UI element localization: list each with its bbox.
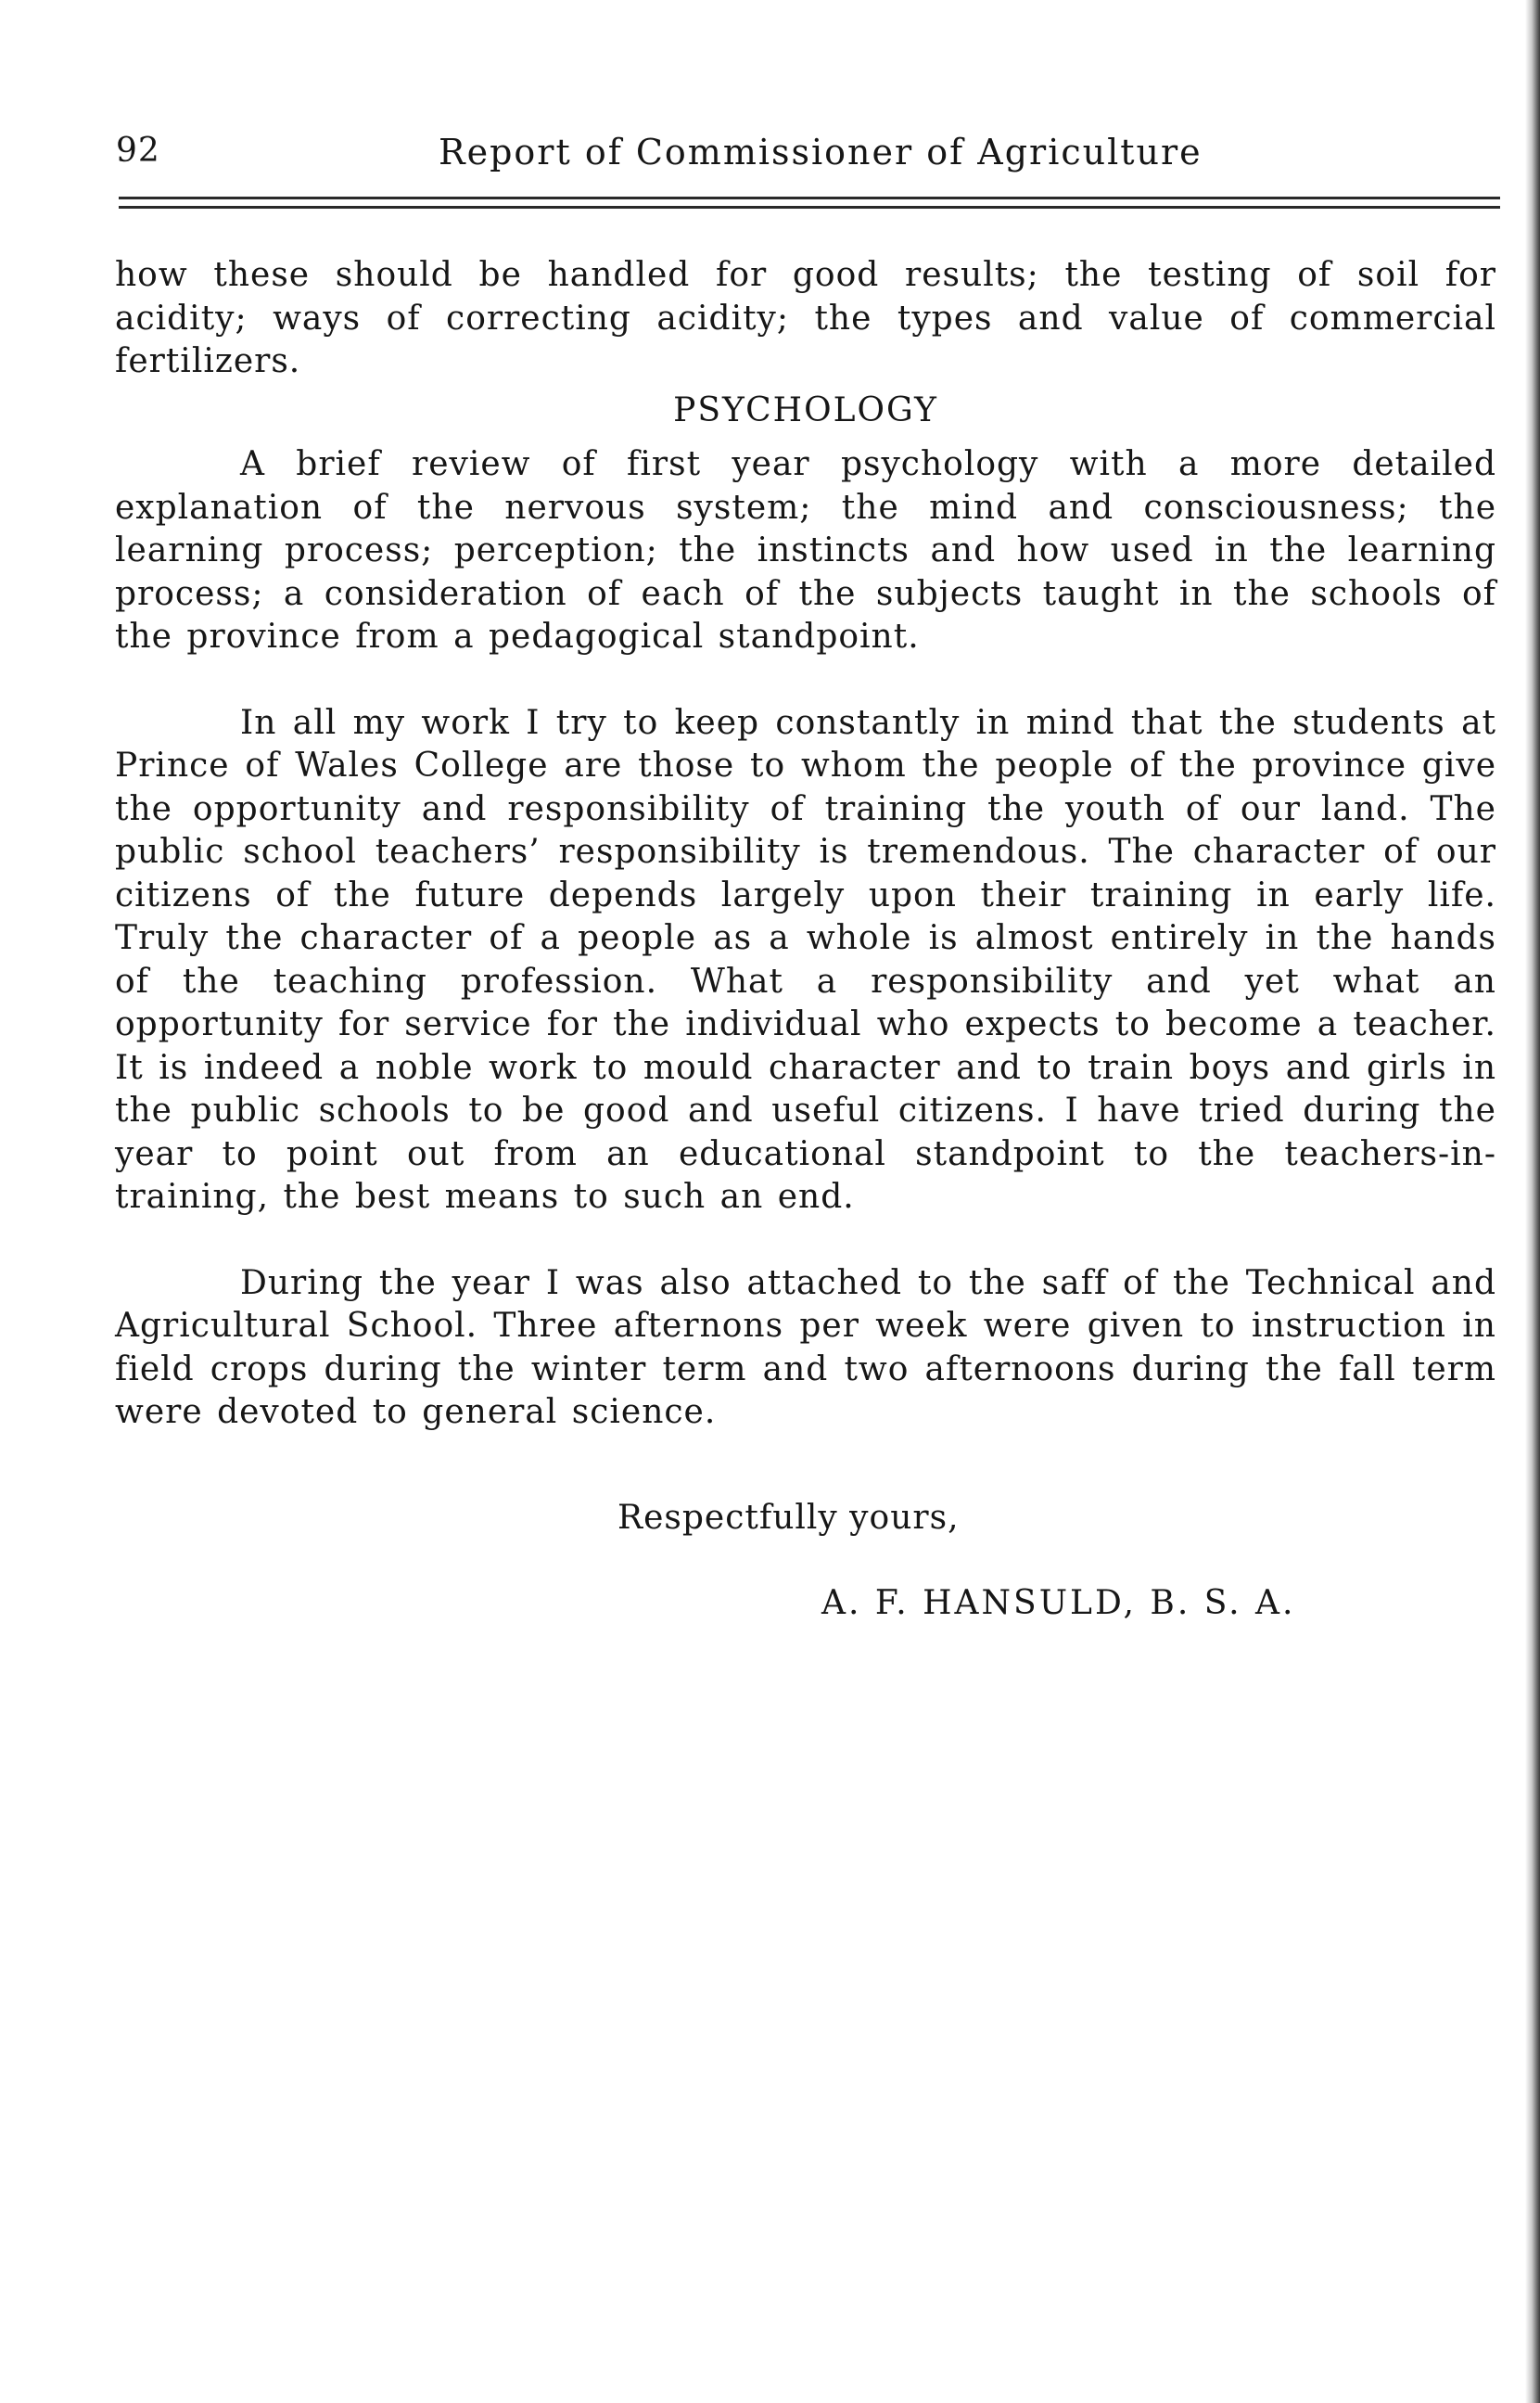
page-edge-shadow — [1525, 0, 1540, 2403]
page-number: 92 — [116, 132, 160, 170]
body-text — [115, 254, 1496, 1435]
header-rule-top — [119, 197, 1500, 199]
intro-paragraph: how these should be handled for good results; the testing of soil for acidity; ways of correcting acidity; the types and value of commercial fertilizers. — [115, 256, 1496, 380]
page-header — [116, 132, 1497, 178]
paragraph-technical-school: During the year I was also attached to the saff of the Technical and Agricultural School. Three afternons per week were given to instruction in field crops during the winter term and two afternoons during the fall term were devoted to general science. — [115, 1263, 1496, 1431]
header-rule-bottom — [119, 206, 1500, 209]
paragraph-psychology: A brief review of first year psychology with a more detailed explanation of the nervous system; the mind and consciousness; the learning process; perception; the instincts and how used in the learning process; a consideration of each of the subjects taught in the schools of the province from a pedagogical standpoint. — [115, 445, 1496, 656]
paragraph-gap — [115, 659, 1496, 702]
paragraph-gap — [115, 1220, 1496, 1262]
running-title: Report of Commissioner of Agriculture — [439, 132, 1203, 173]
section-heading: PSYCHOLOGY — [673, 390, 938, 429]
signature: A. F. HANSULD, B. S. A. — [821, 1584, 1296, 1622]
closing-salutation: Respectfully yours, — [617, 1499, 960, 1537]
paragraph-teaching: In all my work I try to keep constantly in mind that the students at Prince of Wales College are those to whom the people of the province give the opportunity and responsibility of training the youth of our land. The public school teachers’ responsibility is tremendous. The character of our citizens of the future depends largely upon their training in early life. Truly the character of a people as a whole is almost entirely in the hands of the teaching profession. What a responsibility and yet what an opportunity for service for the individual who expects to become a teacher. It is indeed a noble work to mould character and to train boys and girls in the public schools to be good and useful citizens. I have tried during the year to point out from an educational standpoint to the teachers-in-training, the best means to such an end. — [115, 703, 1496, 1216]
